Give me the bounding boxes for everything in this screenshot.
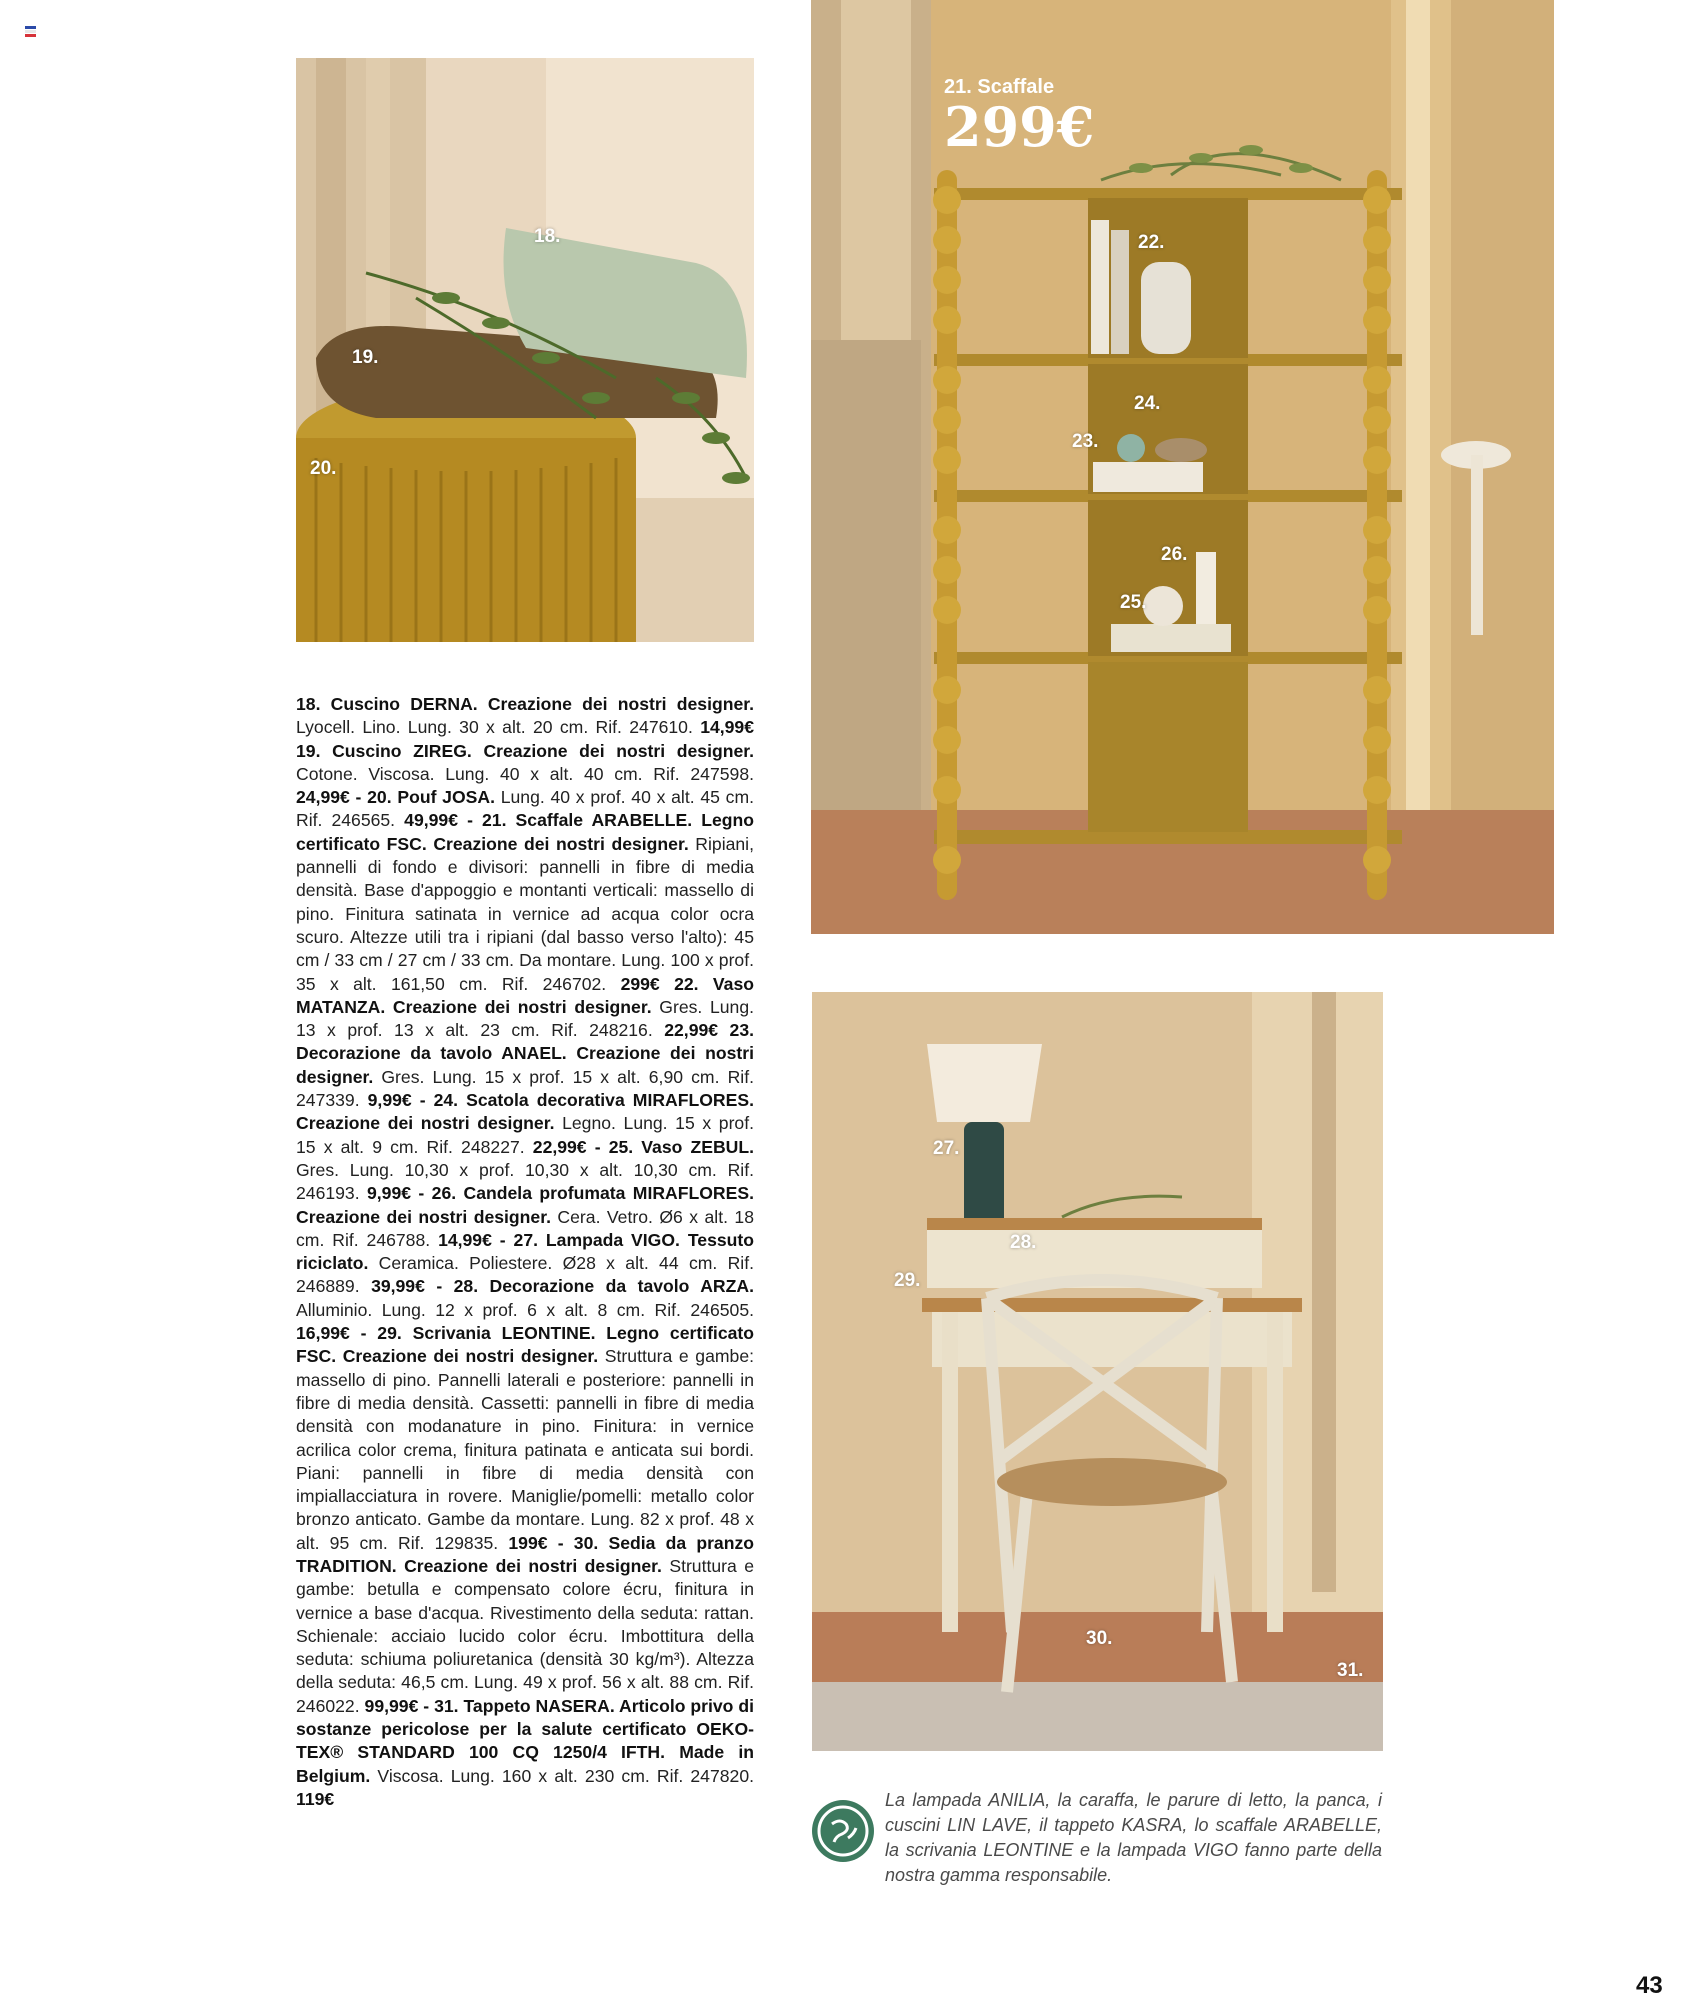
description-text-run: Viscosa. Lung. 160 x alt. 230 cm. Rif. 247820. xyxy=(370,1765,754,1786)
photo-cushions-pouf xyxy=(296,58,754,642)
callout-23: 23. xyxy=(1072,431,1099,452)
description-bold-run: 99,99€ - 31. Tappeto NASERA. Articolo privo di sostanze pericolose per la salute certificato OEKO-TEX® STANDARD 100 CQ 1250/4 IFTH. Made in Belgium. xyxy=(296,1695,754,1786)
callout-22: 22. xyxy=(1138,232,1165,253)
description-bold-run: 9,99€ - 24. Scatola decorativa MIRAFLORES. Creazione dei nostri designer. xyxy=(296,1090,754,1134)
description-text-run: Alluminio. Lung. 12 x prof. 6 x alt. 8 cm. Rif. 246505. xyxy=(296,1299,754,1320)
description-bold-run: 9,99€ - 26. Candela profumata MIRAFLORES. Creazione dei nostri designer. xyxy=(296,1183,754,1227)
description-bold-run: 24,99€ - 20. Pouf JOSA. xyxy=(296,787,495,808)
description-text-run: Lyocell. Lino. Lung. 30 x alt. 20 cm. Rif. 247610. xyxy=(296,717,701,738)
description-text-run: Ceramica. Poliestere. Ø28 x alt. 44 cm. Rif. 246889. xyxy=(296,1253,754,1297)
description-text-run: Gres. Lung. 15 x prof. 15 x alt. 6,90 cm. Rif. 247339. xyxy=(296,1066,754,1111)
description-bold-run: 14,99€ 19. Cuscino ZIREG. Creazione dei nostri designer. xyxy=(296,717,754,761)
callout-26: 26. xyxy=(1161,544,1188,565)
callout-29: 29. xyxy=(894,1270,921,1291)
description-text-run: Struttura e gambe: betulla e compensato colore écru, finitura in vernice a base d'acqua. Rivestimento della seduta: rattan. Schienale: acciaio lucido color écru. Imbottitura della seduta: schiuma poliuretanica (densità 30 kg/m³). Altezza della seduta: 46,5 cm. Lung. 49 x prof. 56 x alt. 88 cm. Rif. 246022. xyxy=(296,1555,754,1716)
price-tag-shelf xyxy=(944,76,1095,159)
description-bold-run: 14,99€ - 27. Lampada VIGO. Tessuto riciclato. xyxy=(296,1229,754,1274)
description-text-run: Gres. Lung. 13 x prof. 13 x alt. 23 cm. Rif. 248216. xyxy=(296,996,754,1041)
photo-desk-leontine xyxy=(812,992,1383,1751)
callout-31: 31. xyxy=(1337,1660,1364,1681)
flag-icon xyxy=(25,26,36,36)
callout-30: 30. xyxy=(1086,1628,1113,1649)
photo-shelf-arabelle xyxy=(811,0,1554,934)
description-bold-run: 119€ xyxy=(296,1788,335,1809)
description-text-run: Cotone. Viscosa. Lung. 40 x alt. 40 cm. Rif. 247598. xyxy=(296,763,754,784)
description-bold-run: 39,99€ - 28. Decorazione da tavolo ARZA. xyxy=(371,1276,754,1297)
callout-19: 19. xyxy=(352,347,379,368)
description-bold-run: 49,99€ - 21. Scaffale ARABELLE. Legno certificato FSC. Creazione dei nostri designer. xyxy=(296,810,755,854)
description-bold-run: 18. Cuscino DERNA. Creazione dei nostri designer. xyxy=(296,694,754,714)
price-tag-label: 21. Scaffale xyxy=(944,76,1055,98)
callout-27: 27. xyxy=(933,1138,960,1159)
description-bold-run: 22,99€ 23. Decorazione da tavolo ANAEL. Creazione dei nostri designer. xyxy=(296,1020,754,1087)
description-text-run: Struttura e gambe: massello di pino. Pannelli laterali e posteriore: pannelli in fibre di media densità. Cassetti: pannelli in fibre di media densità con modanature in pino. Finitura: in vernice acrilica color crema, finitura patinata e anticata sui bordi. Piani: pannelli in fibre di media densità con impiallacciatura in rovere. Maniglie/pomelli: metallo color bronzo anticato. Gambe da montare. Lung. 82 x prof. 48 x alt. 95 cm. Rif. 129835. xyxy=(296,1346,754,1553)
description-text-run: Cera. Vetro. Ø6 x alt. 18 cm. Rif. 246788. xyxy=(296,1206,754,1250)
product-description xyxy=(296,693,754,1811)
description-text-run: Gres. Lung. 10,30 x prof. 10,30 x alt. 10,30 cm. Rif. 246193. xyxy=(296,1159,754,1204)
description-bold-run: 299€ 22. Vaso MATANZA. Creazione dei nostri designer. xyxy=(296,973,754,1017)
description-text-run: Legno. Lung. 15 x prof. 15 x alt. 9 cm. Rif. 248227. xyxy=(296,1113,754,1157)
flag-stripe xyxy=(25,30,36,33)
flag-stripe xyxy=(25,26,36,29)
callout-20: 20. xyxy=(310,458,337,479)
callout-28: 28. xyxy=(1010,1232,1037,1253)
callout-18: 18. xyxy=(534,226,561,247)
price-tag-value: 299€ xyxy=(944,95,1095,159)
description-text-run: Lung. 40 x prof. 40 x alt. 45 cm. Rif. 246565. xyxy=(296,787,754,831)
description-text-run: Ripiani, pannelli di fondo e divisori: pannelli in fibre di media densità. Base d'appoggio e montanti verticali: massello di pino. Finitura satinata in vernice ad acqua color ocra scuro. Altezze utili tra i ripiani (dal basso verso l'alto): 45 cm / 33 cm / 27 cm / 33 cm. Da montare. Lung. 100 x prof. 35 x alt. 161,50 cm. Rif. 246702. xyxy=(296,833,754,994)
callout-25: 25. xyxy=(1120,592,1147,613)
callout-24: 24. xyxy=(1134,393,1161,414)
globe-leaf-icon xyxy=(812,1800,874,1862)
flag-stripe xyxy=(25,34,36,37)
description-bold-run: 22,99€ - 25. Vaso ZEBUL. xyxy=(532,1136,754,1157)
description-bold-run: 16,99€ - 29. Scrivania LEONTINE. Legno certificato FSC. Creazione dei nostri designer. xyxy=(296,1323,754,1367)
page-number: 43 xyxy=(1636,1972,1663,1999)
eco-note-text: La lampada ANILIA, la caraffa, le parure di letto, la panca, i cuscini LIN LAVE, il tappeto KASRA, lo scaffale ARABELLE, la scrivania LEONTINE e la lampada VIGO fanno parte della nostra gamma responsabile. xyxy=(885,1790,1382,1885)
description-bold-run: 199€ - 30. Sedia da pranzo TRADITION. Creazione dei nostri designer. xyxy=(296,1532,754,1576)
